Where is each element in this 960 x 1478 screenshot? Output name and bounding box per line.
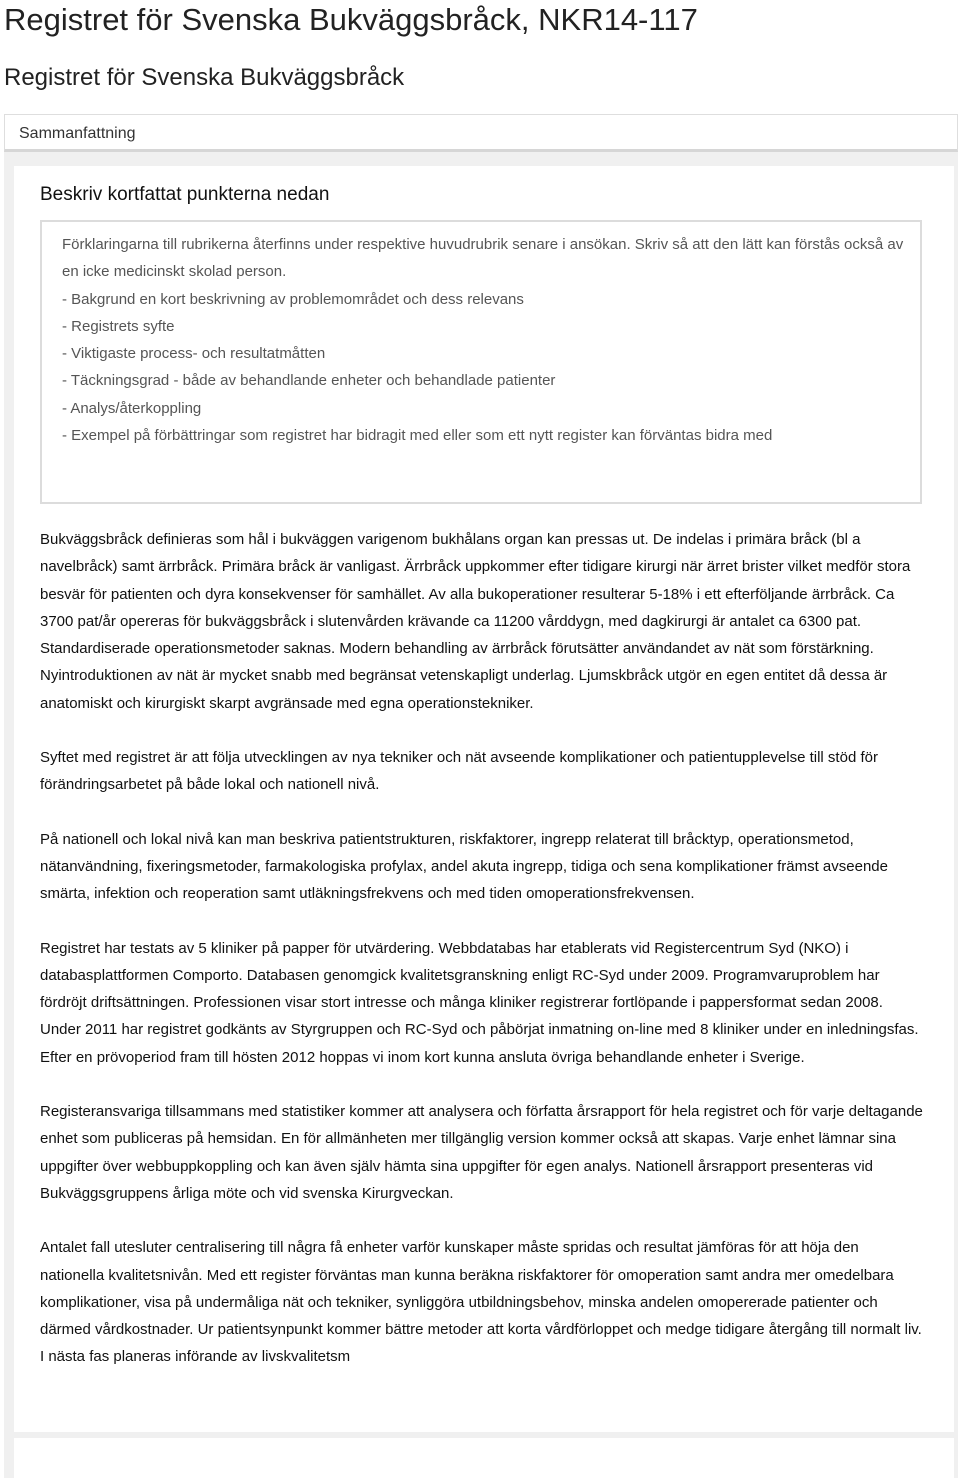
- next-section-strip: [14, 1438, 954, 1478]
- instruction-item: - Exempel på förbättringar som registret har bidragit med eller som ett nytt register kan förväntas bidra med: [62, 427, 773, 445]
- page-subtitle: Registret för Svenska Bukväggsbråck: [4, 64, 405, 91]
- panel-body: [14, 166, 954, 1432]
- instruction-item: - Täckningsgrad - både av behandlande enheter och behandlade patienter: [62, 372, 556, 390]
- instruction-item: - Analys/återkoppling: [62, 399, 202, 417]
- instruction-item: - Bakgrund en kort beskrivning av problemområdet och dess relevans: [62, 290, 524, 308]
- instruction-item: - Viktigaste process- och resultatmåtten: [62, 345, 326, 363]
- page-title: Registret för Svenska Bukväggsbråck, NKR14-117: [4, 2, 698, 37]
- answer-paragraph-analysis: Registeransvariga tillsammans med statistiker kommer att analysera och författa årsrapport för hela registret och för varje deltagande enhet som publiceras på hemsidan. En för allmänheten mer tillgänglig version kommer också att skapas. Varje enhet lämnar sina uppgifter över webbuppkoppling och kan även själv hämta sina uppgifter för egen analys. Nationell årsrapport presenteras vid Bukväggsgruppens årliga möte och vid svenska Kirurgveckan.: [40, 1103, 923, 1202]
- summary-panel: [4, 114, 958, 1478]
- answer-text: [40, 526, 924, 1371]
- answer-paragraph-improvements: Antalet fall utesluter centralisering till några få enheter varför kunskaper måste spridas och resultat jämföras för att höja den nationella kvalitetsnivån. Med ett register förväntas man kunna beräkna riskfaktorer för omoperation samt andra mer omedelbara komplikationer, visa på undermåliga nät och tekniker, synliggöra utbildningsbehov, minska andelen omopererade patienter och därmed vårdkostnader. Ur patientsynpunkt kommer bättre metoder att korta vårdförloppet och medge tidigare återgång till normalt liv. I nästa fas planeras införande av livskvalitetsm: [40, 1239, 922, 1366]
- panel-heading: Sammanfattning: [4, 114, 958, 152]
- answer-paragraph-background: Bukväggsbråck definieras som hål i bukväggen varigenom bukhålans organ kan pressas ut. De indelas i primära bråck (bl a navelbråck) samt ärrbråck. Primära bråck är vanligast. Ärrbråck uppkommer efter tidigare kirurgi när ärret brister vilket medför stora besvär för patienten och dyra konsekvenser för samhället. Av alla bukoperationer resulterar 5-18% i ett efterföljande ärrbråck. Ca 3700 pat/år opereras för bukväggsbråck i slutenvården krävande ca 11200 vårddygn, med dagkirurgi är antalet ca 6300 pat. Standardiserade operationsmetoder saknas. Modern behandling av ärrbråck förutsätter användandet av nät som förstärkning. Nyintroduktionen av nät är mycket snabb med begränsat vetenskapligt underlag. Ljumskbråck utgör en egen entitet då dessa är anatomiskt och kirurgiskt skarpt avgränsade med egna operationstekniker.: [40, 531, 911, 712]
- instructions-box: [40, 220, 922, 504]
- answer-paragraph-coverage: Registret har testats av 5 kliniker på papper för utvärdering. Webbdatabas har etablerats vid Registercentrum Syd (NKO) i databasplattformen Comporto. Databasen genomgick kvalitetsgranskning enligt RC-Syd under 2009. Programvaruproblem har fördröjt driftsättningen. Professionen visar stort intresse och många kliniker registrerar fortlöpande i pappersformat sedan 2008. Under 2011 har registret godkänts av Styrgruppen och RC-Syd och påbörjat inmatning on-line med 8 kliniker under en inledningsfas. Efter en prövoperiod fram till hösten 2012 hoppas vi inom kort kunna ansluta övriga behandlande enheter i Sverige.: [40, 939, 919, 1066]
- answer-paragraph-purpose: Syftet med registret är att följa utvecklingen av nya tekniker och nät avseende komplikationer och patientupplevelse till stöd för förändringsarbetet på både lokal och nationell nivå.: [40, 749, 878, 794]
- question-heading: Beskriv kortfattat punkterna nedan: [40, 184, 330, 205]
- instructions-intro: Förklaringarna till rubrikerna återfinns under respektive huvudrubrik senare i ansökan. Skriv så att den lätt kan förstås också av en icke medicinskt skolad person.: [62, 236, 904, 281]
- answer-paragraph-measures: På nationell och lokal nivå kan man beskriva patientstrukturen, riskfaktorer, ingrepp relaterat till bråcktyp, operationsmetod, nätanvändning, fixeringsmetoder, farmakologiska profylax, andel akuta ingrepp, tidiga och sena komplikationer främst avseende smärta, infektion och reoperation samt utläkningsfrekvens och med tiden omoperationsfrekvensen.: [40, 830, 888, 903]
- instruction-item: - Registrets syfte: [62, 317, 175, 335]
